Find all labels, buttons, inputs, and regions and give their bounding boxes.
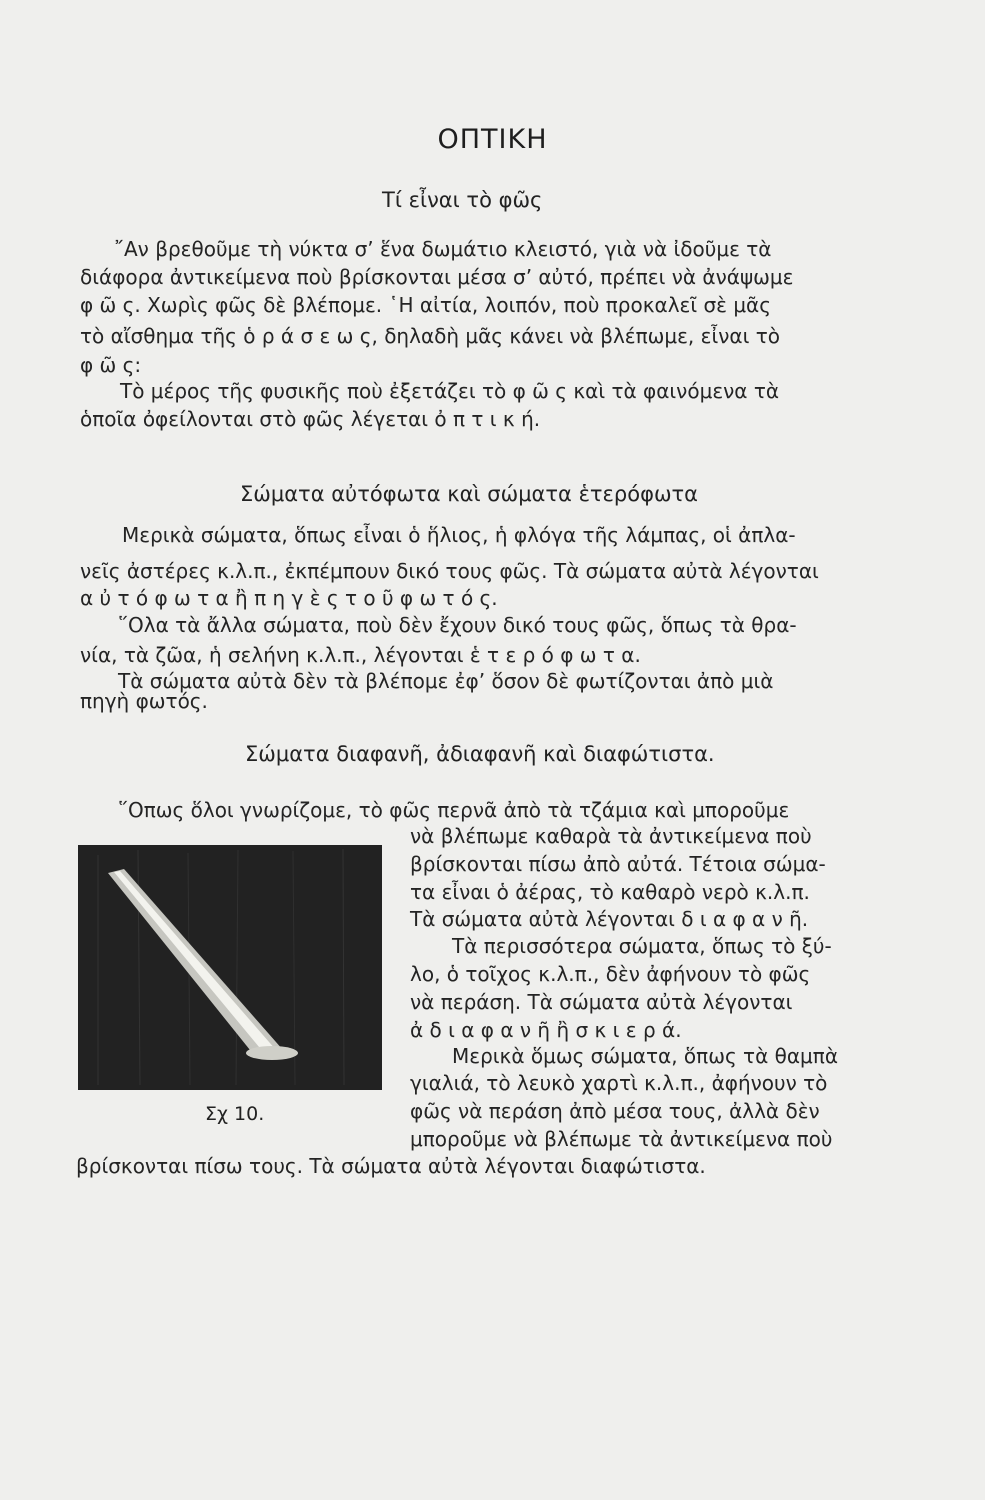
paragraph-line: ῎Αν βρεθοῦμε τὴ νύκτα σ’ ἕνα δωμάτιο κλειστό, γιὰ νὰ ἰδοῦμε τὰ [114,237,772,261]
paragraph-line: ῞Οπως ὅλοι γνωρίζομε, τὸ φῶς περνᾶ ἀπὸ τὰ τζάμια καὶ μποροῦμε [118,798,790,822]
paragraph-line: Τὰ σώματα αὐτὰ λέγονται δ ι α φ α ν ῆ. [410,907,809,931]
paragraph-line: μποροῦμε νὰ βλέπωμε τὰ ἀντικείμενα ποὺ [410,1127,833,1151]
light-beam-illustration [78,845,382,1090]
paragraph-line: τα εἶναι ὁ ἀέρας, τὸ καθαρὸ νερὸ κ.λ.π. [410,880,810,904]
paragraph-line: πηγὴ φωτός. [80,689,208,713]
page-title: ΟΠΤΙΚΗ [437,124,548,155]
paragraph-line: γιαλιά, τὸ λευκὸ χαρτὶ κ.λ.π., ἀφήνουν τὸ [410,1071,828,1095]
paragraph-line: α ὐ τ ό φ ω τ α ἢ π η γ ὲ ς τ ο ῦ φ ω τ ό ς. [80,586,498,610]
section-heading-what-is-light: Τί εἶναι τὸ φῶς [382,188,543,212]
paragraph-line: λο, ὁ τοῖχος κ.λ.π., δὲν ἀφήνουν τὸ φῶς [410,962,811,986]
paragraph-line: ὁποῖα ὀφείλονται στὸ φῶς λέγεται ὀ π τ ι κ ή. [80,407,541,431]
paragraph-line: Μερικὰ σώματα, ὅπως εἶναι ὁ ἥλιος, ἡ φλόγα τῆς λάμπας, οἱ ἀπλα- [122,523,796,547]
paragraph-line: ἀ δ ι α φ α ν ῆ ἢ σ κ ι ε ρ ά. [410,1018,682,1042]
paragraph-line: τὸ αἴσθημα τῆς ὁ ρ ά σ ε ω ς, δηλαδὴ μᾶς κάνει νὰ βλέπωμε, εἶναι τὸ [80,324,780,348]
paragraph-line: φ ῶ ς. Χωρὶς φῶς δὲ βλέπομε. ῾Η αἰτία, λοιπόν, ποὺ προκαλεῖ σὲ μᾶς [80,293,771,317]
paragraph-line: Τὰ περισσότερα σώματα, ὅπως τὸ ξύ- [452,934,832,958]
section-heading-luminous-bodies: Σώματα αὐτόφωτα καὶ σώματα ἑτερόφωτα [240,482,699,506]
paragraph-line: Μερικὰ ὅμως σώματα, ὅπως τὰ θαμπὰ [452,1044,839,1068]
paragraph-line: Τὰ σώματα αὐτὰ δὲν τὰ βλέπομε ἐφ’ ὅσον δὲ φωτίζονται ἀπὸ μιὰ [118,669,774,693]
paragraph-line: νὰ περάση. Τὰ σώματα αὐτὰ λέγονται [410,990,793,1014]
paragraph-line: φ ῶ ς: [80,353,142,377]
paragraph-line: νεῖς ἀστέρες κ.λ.π., ἐκπέμπουν δικό τους φῶς. Τὰ σώματα αὐτὰ λέγονται [80,559,819,583]
section-heading-transparent-bodies: Σώματα διαφανῆ, ἀδιαφανῆ καὶ διαφώτιστα. [245,742,715,766]
figure-caption: Σχ 10. [205,1103,265,1125]
light-spot-floor [246,1046,298,1060]
paragraph-line: Τὸ μέρος τῆς φυσικῆς ποὺ ἐξετάζει τὸ φ ῶ ς καὶ τὰ φαινόμενα τὰ [120,379,780,403]
paragraph-line: φῶς νὰ περάση ἀπὸ μέσα τους, ἀλλὰ δὲν [410,1099,820,1123]
paragraph-line: διάφορα ἀντικείμενα ποὺ βρίσκονται μέσα σ’ αὐτό, πρέπει νὰ ἀνάψωμε [80,265,794,289]
paragraph-line: βρίσκονται πίσω ἀπὸ αὐτά. Τέτοια σώμα- [410,852,826,876]
paragraph-line: βρίσκονται πίσω τους. Τὰ σώματα αὐτὰ λέγονται διαφώτιστα. [76,1154,706,1178]
light-beam-figure [78,845,382,1090]
paragraph-line: ῞Ολα τὰ ἄλλα σώματα, ποὺ δὲν ἔχουν δικό τους φῶς, ὅπως τὰ θρα- [118,613,797,637]
paragraph-line: νία, τὰ ζῶα, ἡ σελήνη κ.λ.π., λέγονται ἑ τ ε ρ ό φ ω τ α. [80,643,641,667]
paragraph-line: νὰ βλέπωμε καθαρὰ τὰ ἀντικείμενα ποὺ [410,824,812,848]
